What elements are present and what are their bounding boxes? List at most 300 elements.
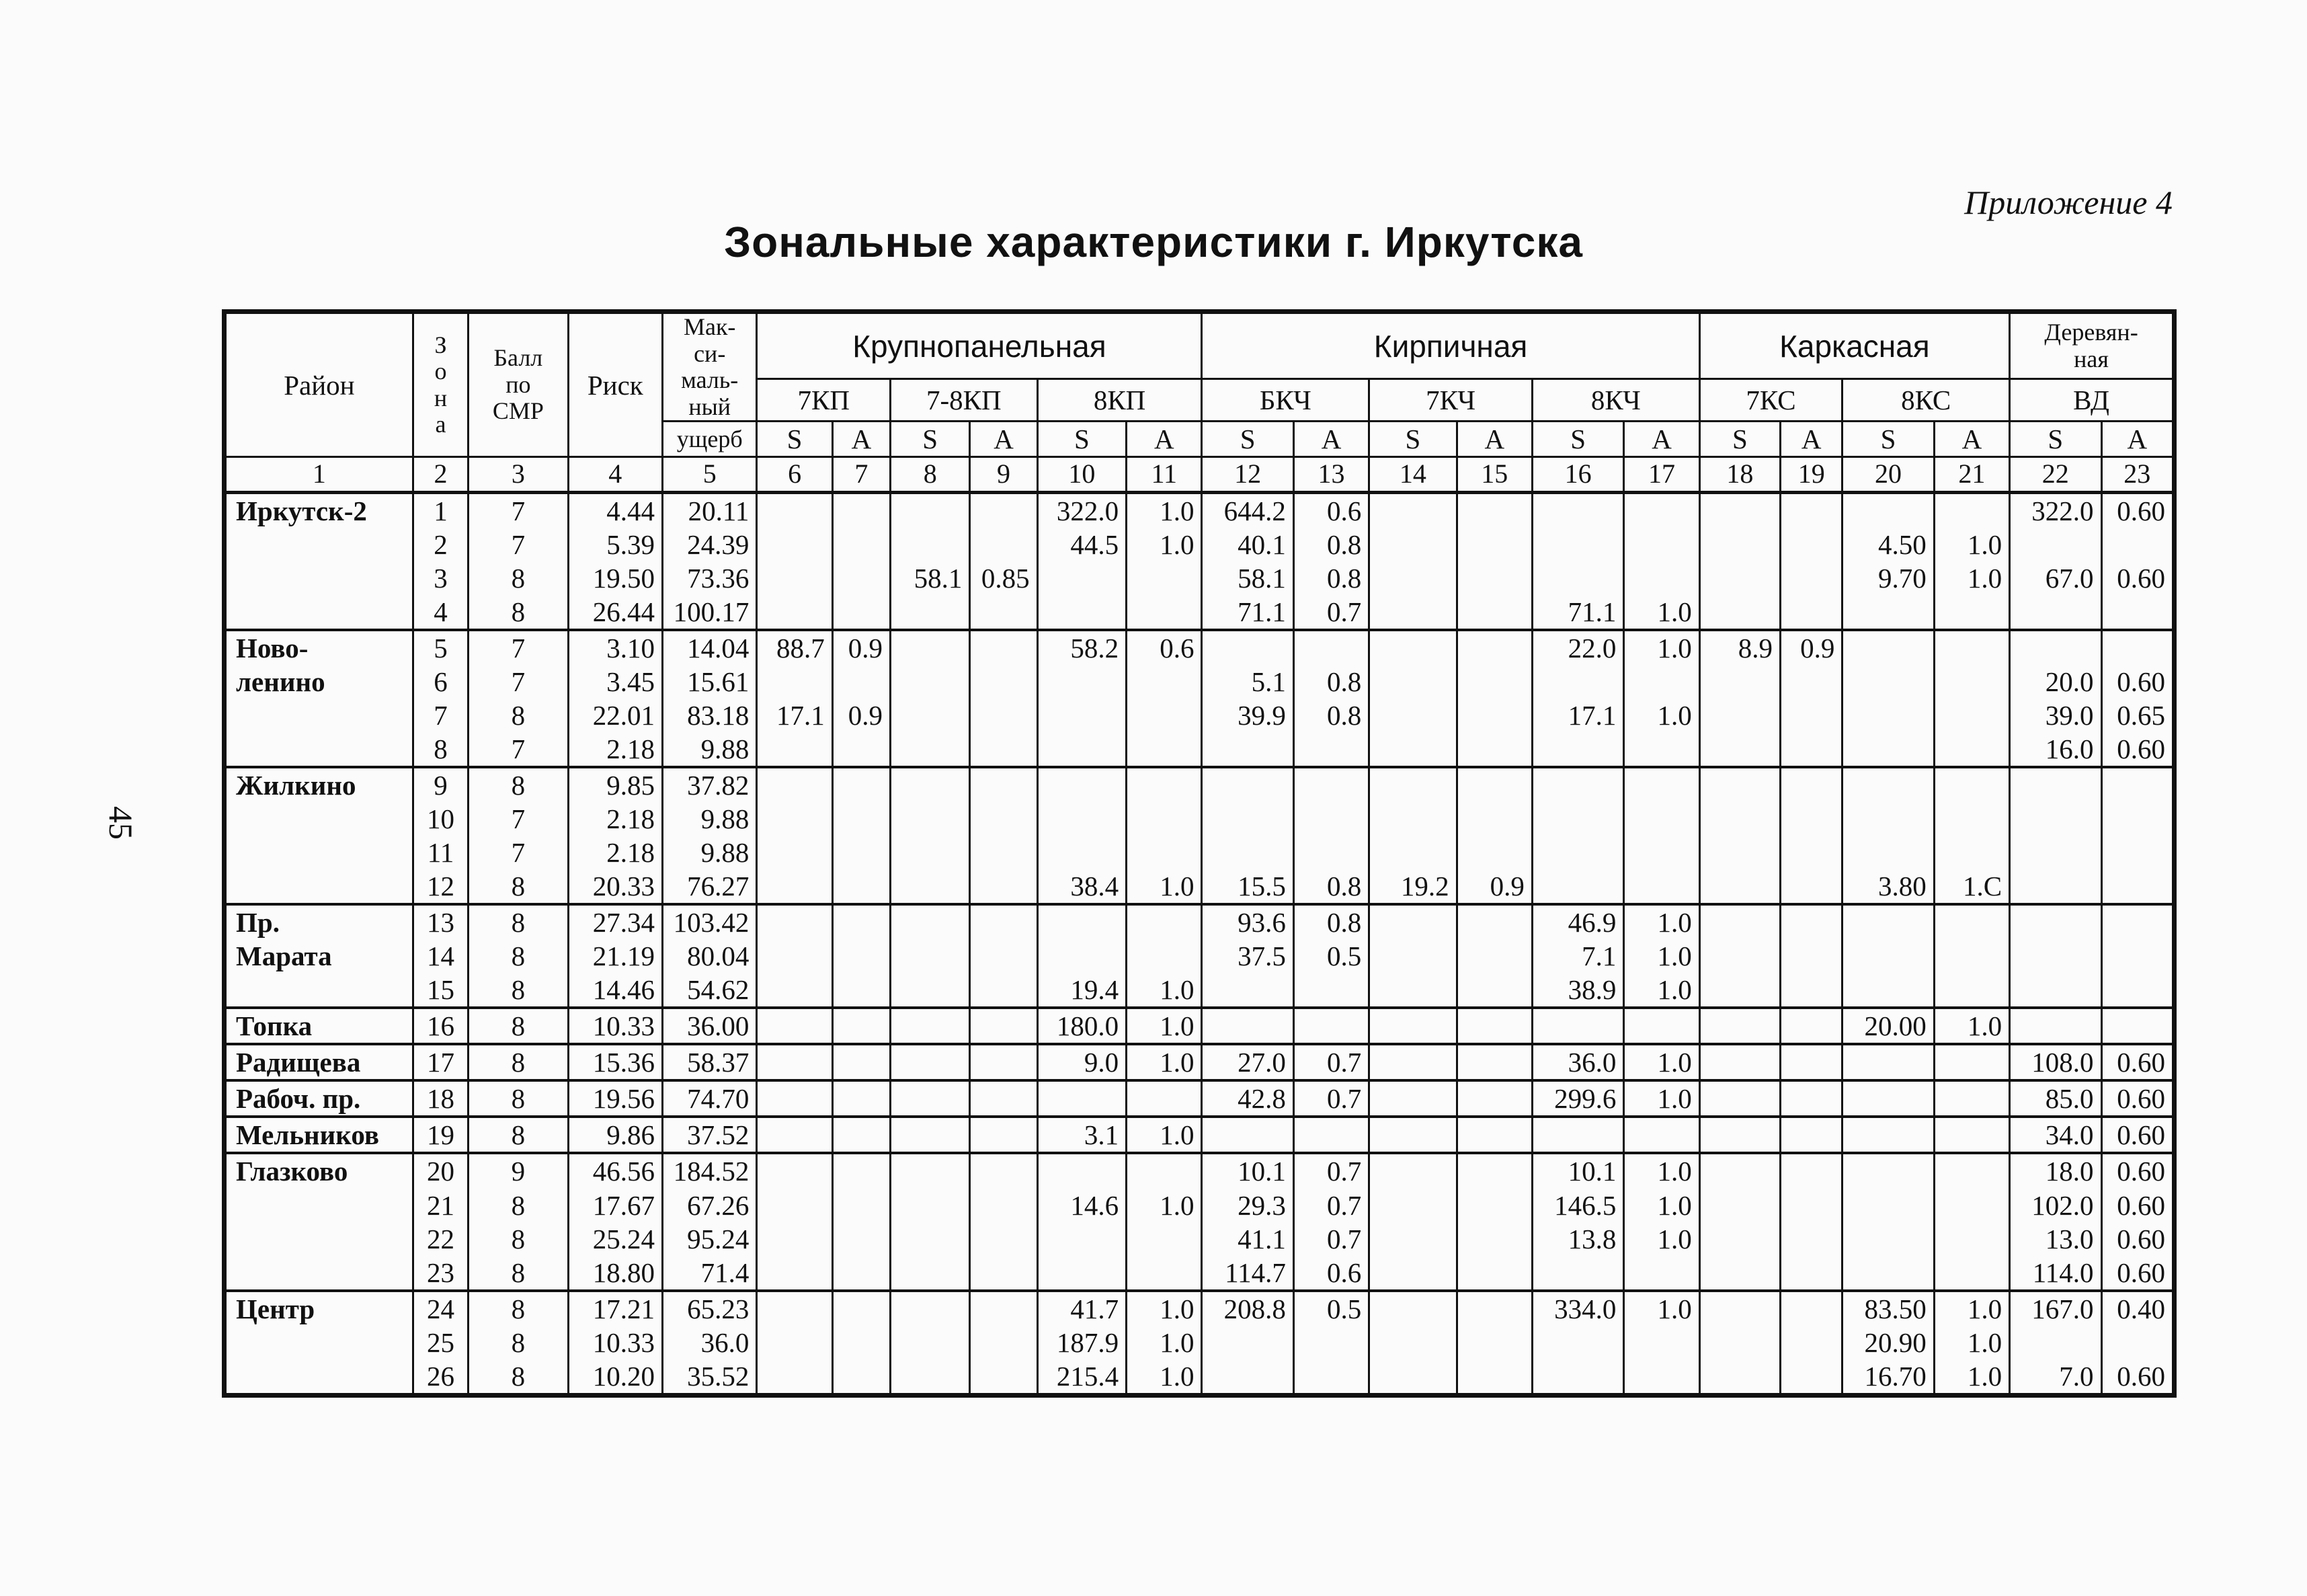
table-cell xyxy=(1293,767,1369,802)
table-cell xyxy=(2010,939,2101,973)
table-cell xyxy=(757,1153,832,1188)
district-cell: ленино xyxy=(225,665,413,699)
table-cell xyxy=(1457,699,1532,732)
table-cell xyxy=(1369,1222,1457,1256)
header-sa: A xyxy=(970,422,1037,457)
table-cell xyxy=(1781,973,1843,1008)
table-cell: 0.5 xyxy=(1293,939,1369,973)
table-cell: 20.11 xyxy=(662,493,756,528)
table-cell xyxy=(891,699,970,732)
table-cell xyxy=(1369,561,1457,595)
table-cell xyxy=(1127,1222,1202,1256)
table-row xyxy=(225,1117,2175,1153)
table-cell: 0.7 xyxy=(1293,1080,1369,1117)
table-cell: 5.39 xyxy=(568,528,662,561)
table-cell xyxy=(1293,973,1369,1008)
table-cell xyxy=(891,869,970,904)
table-cell: 1.0 xyxy=(1127,1291,1202,1326)
header-zone: З о н а xyxy=(413,312,468,457)
table-cell xyxy=(1202,1117,1293,1153)
district-cell: Мельников xyxy=(225,1117,413,1153)
table-cell xyxy=(832,973,890,1008)
table-cell: 7 xyxy=(469,528,568,561)
table-cell xyxy=(970,904,1037,939)
table-cell: 15.36 xyxy=(568,1044,662,1080)
table-cell: 0.60 xyxy=(2101,665,2175,699)
table-cell: 0.6 xyxy=(1293,493,1369,528)
table-cell: 299.6 xyxy=(1532,1080,1623,1117)
district-cell: Топка xyxy=(225,1008,413,1044)
table-cell xyxy=(1934,767,2009,802)
column-number: 19 xyxy=(1781,457,1843,493)
table-cell xyxy=(1127,1080,1202,1117)
table-cell xyxy=(970,1117,1037,1153)
table-cell: 46.9 xyxy=(1532,904,1623,939)
district-cell xyxy=(225,869,413,904)
table-cell xyxy=(1934,699,2009,732)
column-number: 4 xyxy=(568,457,662,493)
appendix-label: Приложение 4 xyxy=(1964,184,2173,221)
table-cell: 9.88 xyxy=(662,802,756,836)
table-cell xyxy=(757,939,832,973)
table-cell xyxy=(1037,1222,1126,1256)
table-cell: 38.4 xyxy=(1037,869,1126,904)
table-cell xyxy=(1934,732,2009,767)
table-cell: 0.9 xyxy=(832,630,890,665)
table-cell xyxy=(1843,939,1934,973)
table-cell xyxy=(1699,836,1780,869)
table-cell: 0.8 xyxy=(1293,665,1369,699)
table-cell xyxy=(1037,732,1126,767)
table-cell xyxy=(1699,869,1780,904)
table-cell: 7 xyxy=(469,493,568,528)
table-cell xyxy=(757,1008,832,1044)
table-cell: 16.0 xyxy=(2010,732,2101,767)
table-cell: 1.0 xyxy=(1624,1153,1699,1188)
table-cell xyxy=(1934,836,2009,869)
table-cell xyxy=(1532,665,1623,699)
table-cell xyxy=(970,1359,1037,1396)
header-group-frame: Каркасная xyxy=(1699,312,2009,379)
table-cell xyxy=(970,973,1037,1008)
table-cell: 167.0 xyxy=(2010,1291,2101,1326)
table-cell: 0.6 xyxy=(1293,1256,1369,1291)
table-cell xyxy=(832,1222,890,1256)
table-cell xyxy=(1127,767,1202,802)
table-cell xyxy=(1369,732,1457,767)
table-cell xyxy=(891,939,970,973)
table-cell: 20.00 xyxy=(1843,1008,1934,1044)
table-cell: 27.34 xyxy=(568,904,662,939)
table-cell xyxy=(757,732,832,767)
table-cell xyxy=(970,1153,1037,1188)
table-cell xyxy=(1781,1044,1843,1080)
table-cell: 38.9 xyxy=(1532,973,1623,1008)
table-cell: 208.8 xyxy=(1202,1291,1293,1326)
table-row xyxy=(225,1359,2175,1396)
table-cell xyxy=(891,1326,970,1359)
table-cell xyxy=(1781,1189,1843,1222)
table-cell: 103.42 xyxy=(662,904,756,939)
table-cell xyxy=(1781,1080,1843,1117)
table-cell: 1.0 xyxy=(1934,561,2009,595)
table-cell: 187.9 xyxy=(1037,1326,1126,1359)
table-cell: 1.0 xyxy=(1624,939,1699,973)
table-cell xyxy=(1699,1117,1780,1153)
header-sa: A xyxy=(2101,422,2175,457)
table-cell xyxy=(2101,904,2175,939)
table-cell xyxy=(1843,802,1934,836)
table-cell xyxy=(970,1008,1037,1044)
table-cell xyxy=(1457,732,1532,767)
table-cell xyxy=(757,802,832,836)
table-cell xyxy=(1037,904,1126,939)
table-cell xyxy=(1843,493,1934,528)
table-cell xyxy=(757,1256,832,1291)
table-cell: 7.0 xyxy=(2010,1359,2101,1396)
table-cell: 67.0 xyxy=(2010,561,2101,595)
table-cell: 9 xyxy=(413,767,468,802)
table-cell: 26 xyxy=(413,1359,468,1396)
table-cell xyxy=(1457,561,1532,595)
table-cell: 22.0 xyxy=(1532,630,1623,665)
table-cell: 7 xyxy=(469,836,568,869)
header-sa: S xyxy=(757,422,832,457)
table-cell xyxy=(891,767,970,802)
table-cell xyxy=(1699,561,1780,595)
table-cell: 80.04 xyxy=(662,939,756,973)
table-cell xyxy=(2101,767,2175,802)
table-cell: 8 xyxy=(469,1291,568,1326)
table-cell xyxy=(1843,699,1934,732)
table-cell xyxy=(1127,699,1202,732)
table-cell xyxy=(1781,561,1843,595)
table-cell xyxy=(832,1008,890,1044)
table-cell: 8.9 xyxy=(1699,630,1780,665)
table-cell: 8 xyxy=(469,1326,568,1359)
table-cell: 3.45 xyxy=(568,665,662,699)
table-cell: 0.60 xyxy=(2101,493,2175,528)
table-cell: 322.0 xyxy=(1037,493,1126,528)
table-cell: 19.50 xyxy=(568,561,662,595)
table-cell xyxy=(1781,1117,1843,1153)
table-cell xyxy=(1457,1189,1532,1222)
header-sa: A xyxy=(1934,422,2009,457)
table-cell xyxy=(2101,836,2175,869)
table-cell xyxy=(1457,528,1532,561)
table-cell: 93.6 xyxy=(1202,904,1293,939)
table-cell: 0.7 xyxy=(1293,1153,1369,1188)
table-row xyxy=(225,699,2175,732)
table-cell xyxy=(1699,493,1780,528)
table-cell xyxy=(1699,1080,1780,1117)
table-cell xyxy=(970,699,1037,732)
table-cell: 0.7 xyxy=(1293,595,1369,630)
table-cell: 8 xyxy=(469,1222,568,1256)
table-cell: 21.19 xyxy=(568,939,662,973)
table-cell xyxy=(970,1326,1037,1359)
table-cell xyxy=(1624,869,1699,904)
table-cell xyxy=(2101,528,2175,561)
table-cell xyxy=(1037,665,1126,699)
table-cell xyxy=(970,1080,1037,1117)
table-cell xyxy=(1369,836,1457,869)
table-cell: 3.10 xyxy=(568,630,662,665)
table-cell xyxy=(1532,767,1623,802)
table-cell xyxy=(970,869,1037,904)
table-cell: 54.62 xyxy=(662,973,756,1008)
table-cell xyxy=(891,595,970,630)
district-cell xyxy=(225,595,413,630)
table-cell xyxy=(1781,1256,1843,1291)
table-cell xyxy=(1037,1256,1126,1291)
table-cell: 24 xyxy=(413,1291,468,1326)
table-cell xyxy=(1457,665,1532,699)
column-number: 8 xyxy=(891,457,970,493)
table-cell xyxy=(891,665,970,699)
table-cell xyxy=(1843,904,1934,939)
header-sa: A xyxy=(1781,422,1843,457)
table-cell xyxy=(757,665,832,699)
table-cell: 10.33 xyxy=(568,1326,662,1359)
header-damage-last: ущерб xyxy=(662,422,756,457)
table-cell xyxy=(832,493,890,528)
table-cell xyxy=(970,1256,1037,1291)
table-cell xyxy=(1624,1008,1699,1044)
table-cell xyxy=(1457,630,1532,665)
table-cell xyxy=(1934,939,2009,973)
table-cell xyxy=(1127,595,1202,630)
table-cell xyxy=(1781,1326,1843,1359)
table-cell: 16 xyxy=(413,1008,468,1044)
table-cell xyxy=(1369,630,1457,665)
table-cell: 1.0 xyxy=(1127,1189,1202,1222)
table-cell: 4 xyxy=(413,595,468,630)
table-cell: 25 xyxy=(413,1326,468,1359)
table-row xyxy=(225,665,2175,699)
table-cell xyxy=(1369,1117,1457,1153)
table-cell: 71.1 xyxy=(1202,595,1293,630)
district-cell: Радищева xyxy=(225,1044,413,1080)
table-cell: 2.18 xyxy=(568,802,662,836)
table-cell xyxy=(1624,561,1699,595)
table-cell xyxy=(1934,973,2009,1008)
table-cell xyxy=(832,1080,890,1117)
table-cell xyxy=(891,836,970,869)
table-row xyxy=(225,904,2175,939)
table-cell: 42.8 xyxy=(1202,1080,1293,1117)
table-cell xyxy=(1293,802,1369,836)
table-cell xyxy=(1843,973,1934,1008)
table-cell xyxy=(1369,1044,1457,1080)
district-cell: Ново- xyxy=(225,630,413,665)
table-cell: 8 xyxy=(469,699,568,732)
table-cell xyxy=(891,493,970,528)
table-cell xyxy=(757,767,832,802)
table-row xyxy=(225,869,2175,904)
table-cell xyxy=(1843,1256,1934,1291)
header-damage: Мак- си- маль- ный xyxy=(662,312,756,422)
table-cell xyxy=(757,1291,832,1326)
table-cell: 39.0 xyxy=(2010,699,2101,732)
table-cell xyxy=(1293,836,1369,869)
table-cell xyxy=(1202,1326,1293,1359)
table-cell: 88.7 xyxy=(757,630,832,665)
table-cell: 20.90 xyxy=(1843,1326,1934,1359)
table-cell xyxy=(1781,528,1843,561)
table-cell: 34.0 xyxy=(2010,1117,2101,1153)
column-number: 20 xyxy=(1843,457,1934,493)
column-number: 9 xyxy=(970,457,1037,493)
table-cell: 8 xyxy=(469,904,568,939)
header-sa: A xyxy=(1127,422,1202,457)
header-sa: A xyxy=(1457,422,1532,457)
table-cell xyxy=(970,836,1037,869)
table-cell: 8 xyxy=(469,1359,568,1396)
table-cell: 1.0 xyxy=(1934,1326,2009,1359)
table-cell: 0.9 xyxy=(1457,869,1532,904)
table-cell: 7 xyxy=(469,665,568,699)
table-cell xyxy=(1934,493,2009,528)
table-cell xyxy=(1699,732,1780,767)
table-cell xyxy=(1293,1117,1369,1153)
table-cell: 26.44 xyxy=(568,595,662,630)
table-row xyxy=(225,595,2175,630)
table-cell: 8 xyxy=(469,973,568,1008)
table-cell: 9.85 xyxy=(568,767,662,802)
table-cell: 1.0 xyxy=(1127,1359,1202,1396)
table-cell: 58.1 xyxy=(1202,561,1293,595)
header-sa: S xyxy=(2010,422,2101,457)
table-cell: 10.33 xyxy=(568,1008,662,1044)
table-cell xyxy=(2010,595,2101,630)
table-cell xyxy=(1624,1326,1699,1359)
table-cell: 334.0 xyxy=(1532,1291,1623,1326)
table-cell: 8 xyxy=(469,1008,568,1044)
table-cell xyxy=(1532,732,1623,767)
table-cell xyxy=(1781,699,1843,732)
table-cell xyxy=(832,939,890,973)
column-number: 22 xyxy=(2010,457,2101,493)
table-cell xyxy=(757,1080,832,1117)
table-cell xyxy=(1202,973,1293,1008)
column-number: 15 xyxy=(1457,457,1532,493)
table-cell xyxy=(832,1291,890,1326)
document-title: Зональные характеристики г. Иркутска xyxy=(724,218,1583,266)
district-cell xyxy=(225,973,413,1008)
header-group-wood: Деревян- ная xyxy=(2010,312,2175,379)
table-cell xyxy=(1781,493,1843,528)
column-number: 7 xyxy=(832,457,890,493)
table-cell: 180.0 xyxy=(1037,1008,1126,1044)
table-cell xyxy=(1843,1153,1934,1188)
table-row xyxy=(225,528,2175,561)
table-cell xyxy=(1037,595,1126,630)
header-type: ВД xyxy=(2010,379,2175,422)
table-cell xyxy=(832,1153,890,1188)
table-cell: 71.4 xyxy=(662,1256,756,1291)
table-cell xyxy=(891,1291,970,1326)
table-cell xyxy=(1127,836,1202,869)
table-cell: 19 xyxy=(413,1117,468,1153)
table-cell: 1 xyxy=(413,493,468,528)
table-cell xyxy=(891,1222,970,1256)
table-cell: 8 xyxy=(469,767,568,802)
district-cell: Глазково xyxy=(225,1153,413,1188)
table-cell xyxy=(970,528,1037,561)
table-cell xyxy=(1781,869,1843,904)
table-cell xyxy=(1457,1256,1532,1291)
table-cell: 1.0 xyxy=(1624,1080,1699,1117)
table-cell: 12 xyxy=(413,869,468,904)
table-cell: 0.60 xyxy=(2101,1359,2175,1396)
table-cell: 0.8 xyxy=(1293,869,1369,904)
table-cell xyxy=(1934,595,2009,630)
table-cell xyxy=(757,904,832,939)
table-cell: 74.70 xyxy=(662,1080,756,1117)
header-type: 7КЧ xyxy=(1369,379,1533,422)
table-cell xyxy=(1843,1222,1934,1256)
table-cell: 37.5 xyxy=(1202,939,1293,973)
table-cell: 0.60 xyxy=(2101,1256,2175,1291)
table-cell xyxy=(757,836,832,869)
table-cell xyxy=(1457,1117,1532,1153)
table-cell: 0.7 xyxy=(1293,1189,1369,1222)
district-cell: Пр. xyxy=(225,904,413,939)
table-cell xyxy=(2101,630,2175,665)
table-cell: 17.1 xyxy=(1532,699,1623,732)
table-cell: 0.5 xyxy=(1293,1291,1369,1326)
table-cell xyxy=(1457,493,1532,528)
table-cell xyxy=(891,1359,970,1396)
column-number: 11 xyxy=(1127,457,1202,493)
district-cell xyxy=(225,1256,413,1291)
header-group-brick: Кирпичная xyxy=(1202,312,1699,379)
table-cell: 46.56 xyxy=(568,1153,662,1188)
table-cell: 0.60 xyxy=(2101,732,2175,767)
header-type: 8КП xyxy=(1037,379,1202,422)
table-cell xyxy=(832,732,890,767)
column-number: 18 xyxy=(1699,457,1780,493)
column-number: 14 xyxy=(1369,457,1457,493)
table-cell xyxy=(1369,1008,1457,1044)
table-cell xyxy=(832,595,890,630)
table-cell xyxy=(1127,939,1202,973)
table-cell xyxy=(1369,665,1457,699)
table-cell: 1.0 xyxy=(1934,1291,2009,1326)
table-cell xyxy=(832,1326,890,1359)
table-cell xyxy=(832,802,890,836)
table-cell xyxy=(891,802,970,836)
table-cell xyxy=(891,1008,970,1044)
table-cell xyxy=(757,528,832,561)
table-cell xyxy=(970,1291,1037,1326)
table-cell: 1.0 xyxy=(1624,1291,1699,1326)
table-cell xyxy=(1293,1359,1369,1396)
table-cell xyxy=(1699,1044,1780,1080)
table-cell xyxy=(891,973,970,1008)
table-cell xyxy=(1457,904,1532,939)
table-cell: 4.50 xyxy=(1843,528,1934,561)
table-cell: 67.26 xyxy=(662,1189,756,1222)
table-row xyxy=(225,1222,2175,1256)
table-cell: 1.0 xyxy=(1624,1044,1699,1080)
district-cell: Иркутск-2 xyxy=(225,493,413,528)
header-sa: A xyxy=(1624,422,1699,457)
table-cell xyxy=(1532,1117,1623,1153)
table-cell: 1.0 xyxy=(1624,699,1699,732)
table-row xyxy=(225,630,2175,665)
